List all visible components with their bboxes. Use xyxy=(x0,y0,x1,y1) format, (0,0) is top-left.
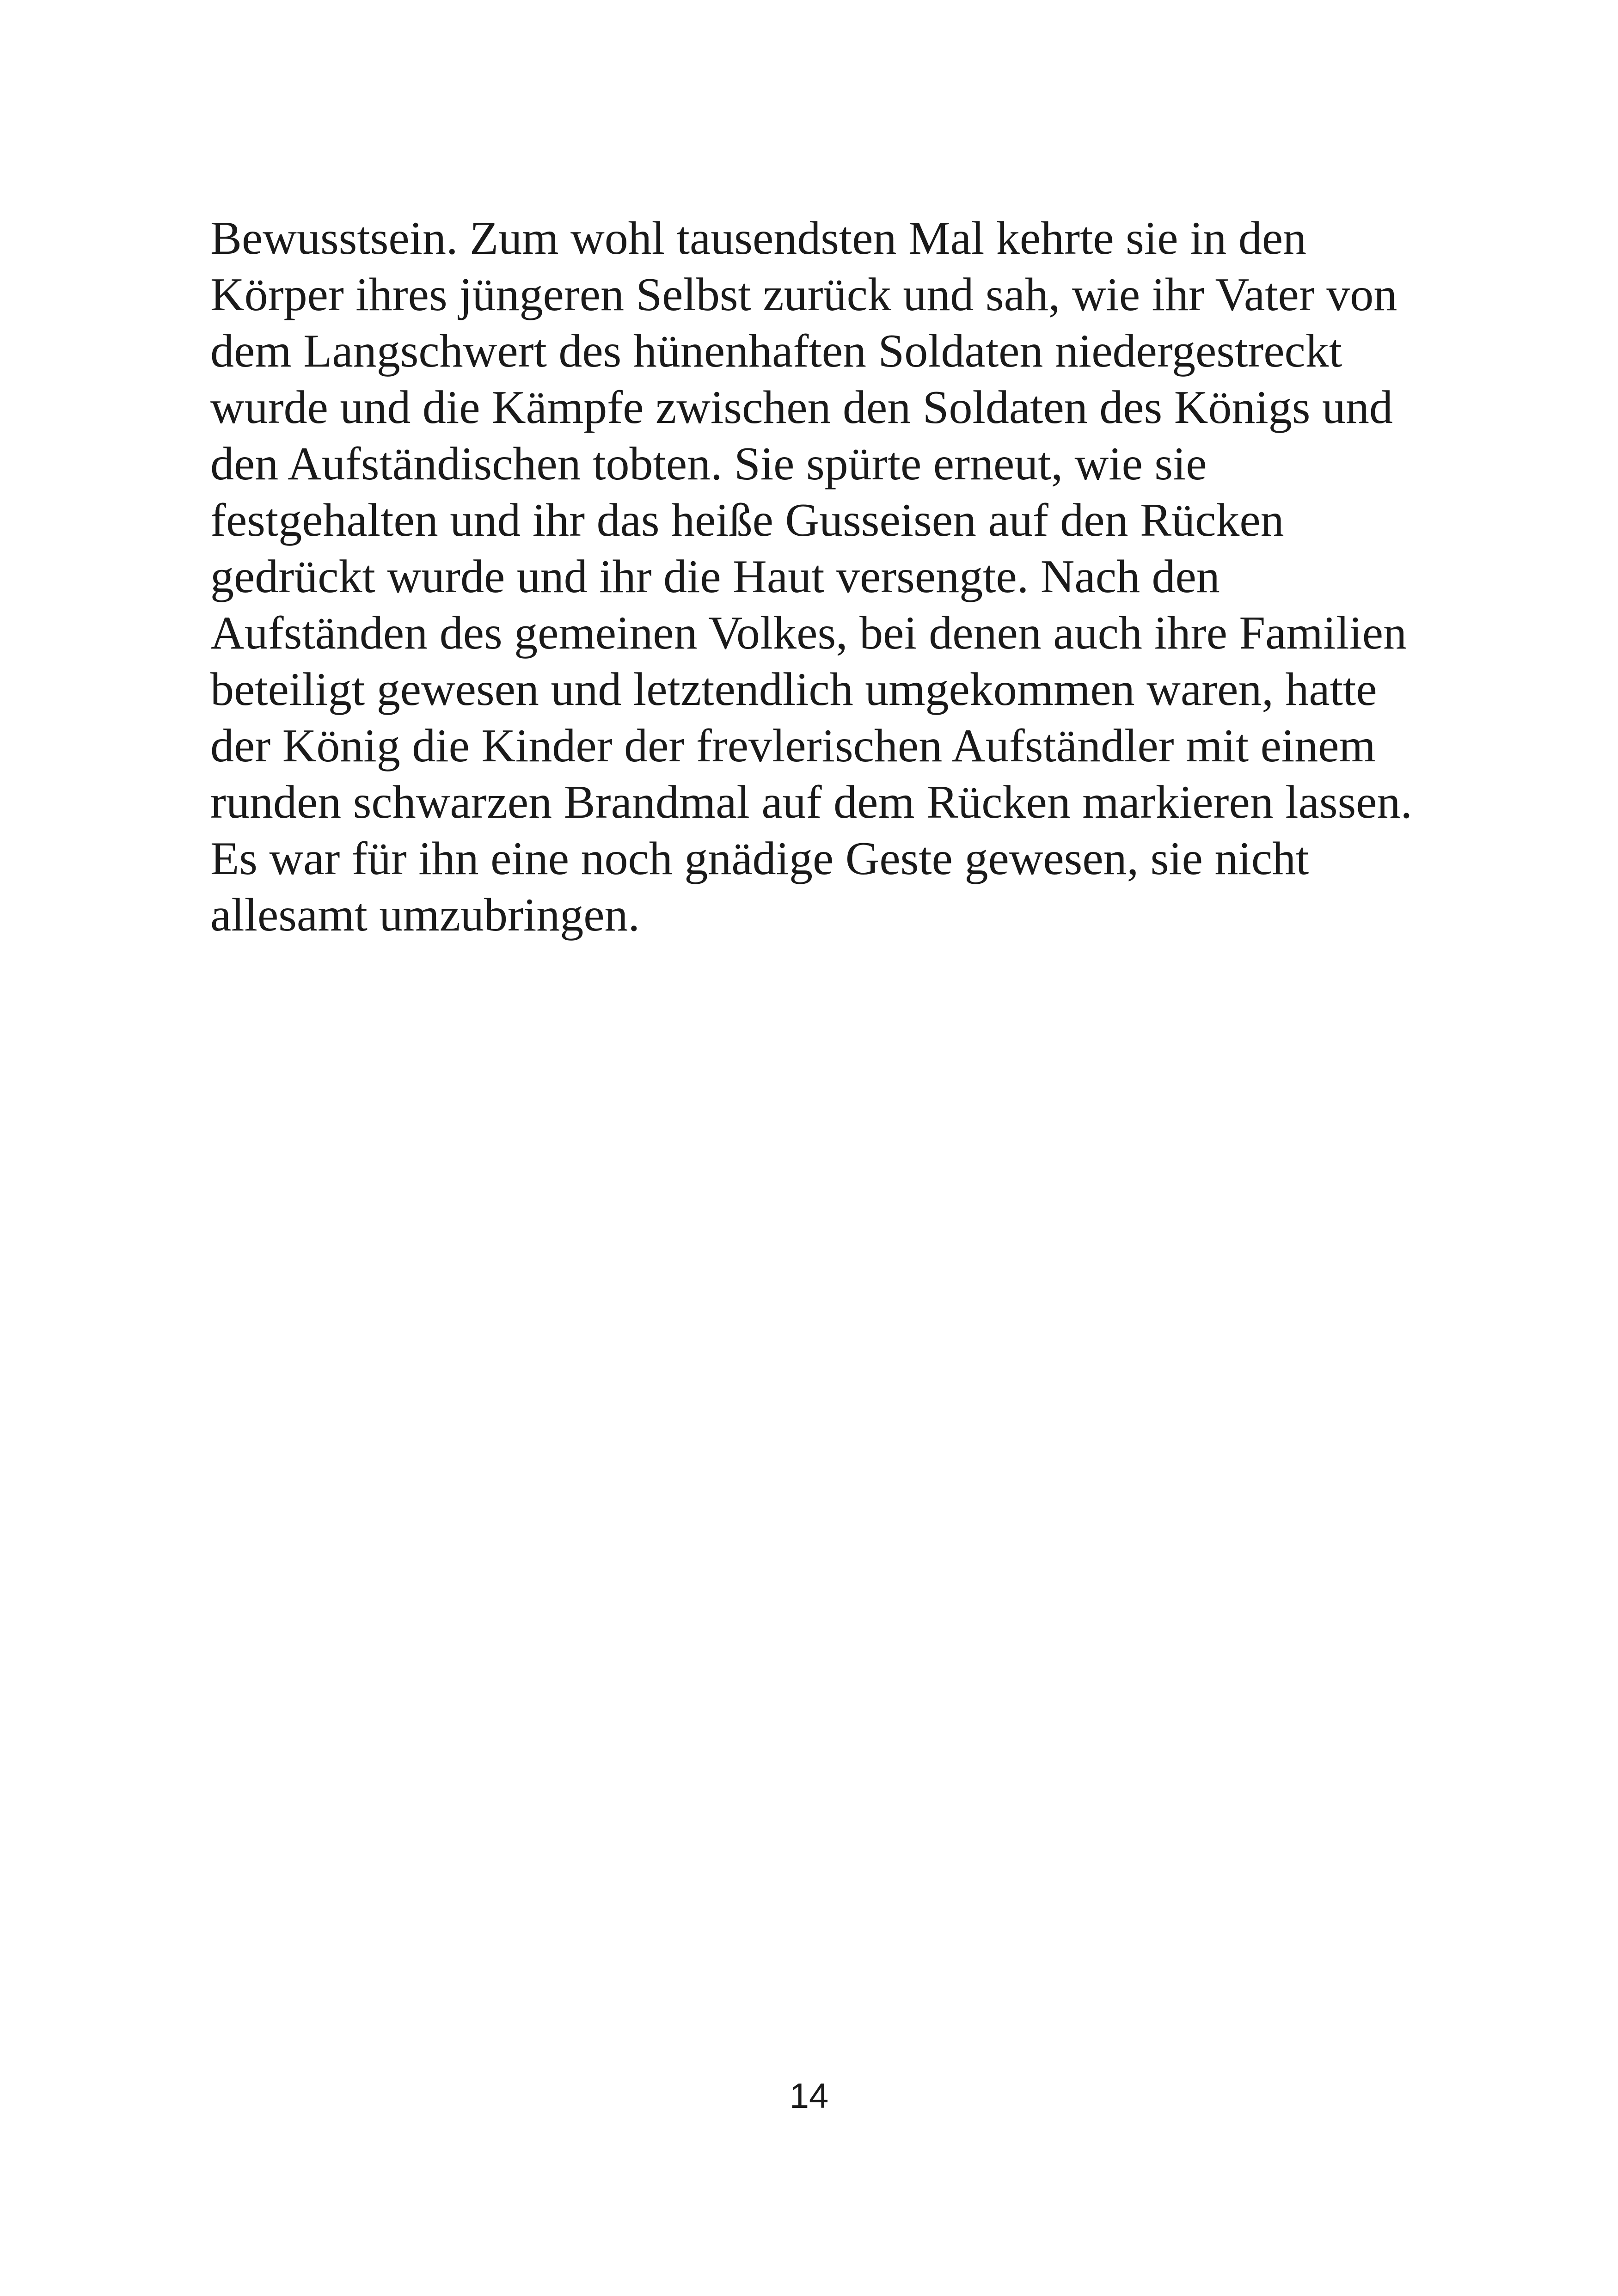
text-line: den Aufständischen tobten. Sie spürte erneut, wie sie xyxy=(210,438,1207,490)
text-line: gedrückt wurde und ihr die Haut versengte. Nach den xyxy=(210,551,1220,603)
text-line: runden schwarzen Brandmal auf dem Rücken markieren lassen. xyxy=(210,776,1413,828)
text-line: Aufständen des gemeinen Volkes, bei denen auch ihre Familien xyxy=(210,607,1407,659)
text-line: Körper ihres jüngeren Selbst zurück und sah, wie ihr Vater von xyxy=(210,269,1397,321)
text-line: beteiligt gewesen und letztendlich umgekommen waren, hatte xyxy=(210,663,1377,716)
text-line: festgehalten und ihr das heiße Gusseisen auf den Rücken xyxy=(210,494,1284,546)
body-paragraph xyxy=(210,210,1413,943)
text-line: dem Langschwert des hünenhaften Soldaten niedergestreckt xyxy=(210,325,1342,377)
text-line: der König die Kinder der frevlerischen Aufständler mit einem xyxy=(210,720,1376,772)
text-line: Bewusstsein. Zum wohl tausendsten Mal kehrte sie in den xyxy=(210,212,1307,264)
page-number: 14 xyxy=(789,2076,829,2116)
text-line: Es war für ihn eine noch gnädige Geste gewesen, sie nicht xyxy=(210,833,1309,885)
text-line: wurde und die Kämpfe zwischen den Soldaten des Königs und xyxy=(210,381,1393,434)
text-line: allesamt umzubringen. xyxy=(210,889,640,941)
